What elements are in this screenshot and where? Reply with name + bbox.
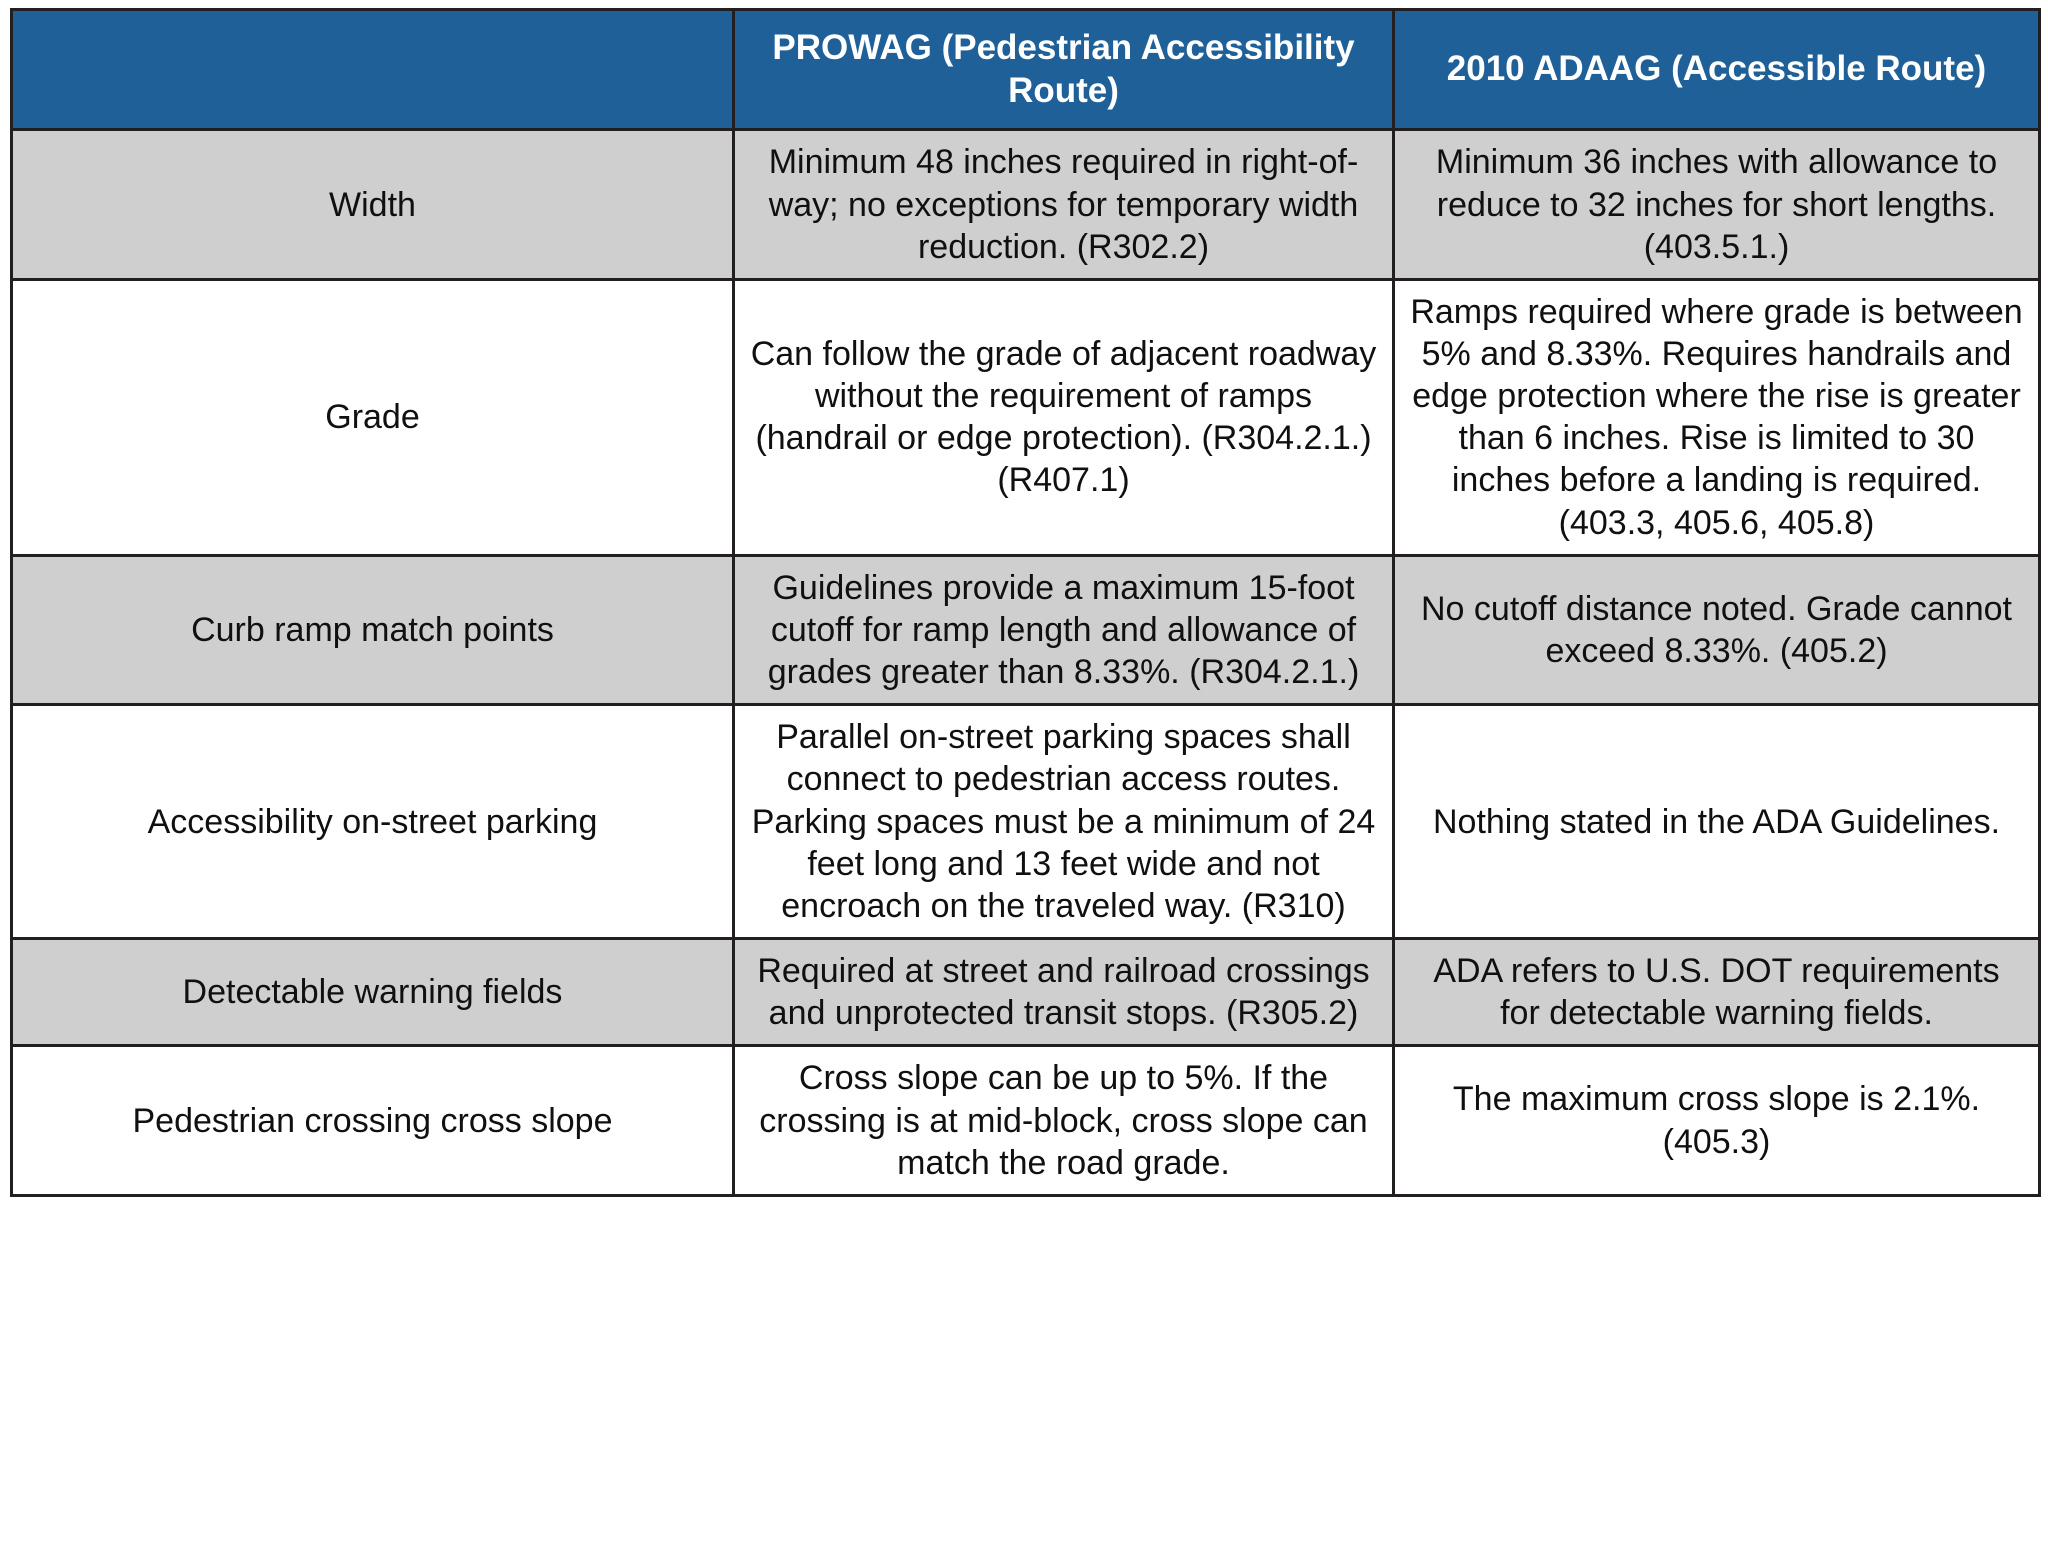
row-label-pedestrian-crossing-cross-slope: Pedestrian crossing cross slope xyxy=(12,1046,734,1195)
cell-adaag-pedestrian-crossing-cross-slope: The maximum cross slope is 2.1%. (405.3) xyxy=(1394,1046,2040,1195)
table-body xyxy=(12,130,2040,1195)
row-label-curb-ramp-match-points: Curb ramp match points xyxy=(12,555,734,704)
table-row xyxy=(12,130,2040,279)
row-label-grade: Grade xyxy=(12,279,734,555)
header-cell-adaag: 2010 ADAAG (Accessible Route) xyxy=(1394,10,2040,130)
table-row xyxy=(12,555,2040,704)
cell-prowag-accessibility-on-street-parking: Parallel on-street parking spaces shall connect to pedestrian access routes. Parking spaces must be a minimum of 24 feet long and 13 feet wide and not encroach on the traveled way. (R310) xyxy=(734,705,1394,939)
table-row xyxy=(12,705,2040,939)
cell-prowag-pedestrian-crossing-cross-slope: Cross slope can be up to 5%. If the crossing is at mid-block, cross slope can match the road grade. xyxy=(734,1046,1394,1195)
table-row xyxy=(12,1046,2040,1195)
table-row xyxy=(12,939,2040,1046)
cell-prowag-detectable-warning-fields: Required at street and railroad crossings and unprotected transit stops. (R305.2) xyxy=(734,939,1394,1046)
prowag-adaag-comparison-table xyxy=(10,8,2041,1197)
header-cell-corner xyxy=(12,10,734,130)
cell-adaag-detectable-warning-fields: ADA refers to U.S. DOT requirements for detectable warning fields. xyxy=(1394,939,2040,1046)
table-header xyxy=(12,10,2040,130)
table-row xyxy=(12,279,2040,555)
cell-adaag-accessibility-on-street-parking: Nothing stated in the ADA Guidelines. xyxy=(1394,705,2040,939)
cell-prowag-grade: Can follow the grade of adjacent roadway without the requirement of ramps (handrail or edge protection). (R304.2.1.) (R407.1) xyxy=(734,279,1394,555)
row-label-accessibility-on-street-parking: Accessibility on-street parking xyxy=(12,705,734,939)
table-header-row xyxy=(12,10,2040,130)
cell-adaag-width: Minimum 36 inches with allowance to reduce to 32 inches for short lengths. (403.5.1.) xyxy=(1394,130,2040,279)
cell-prowag-width: Minimum 48 inches required in right-of-way; no exceptions for temporary width reduction. (R302.2) xyxy=(734,130,1394,279)
cell-adaag-curb-ramp-match-points: No cutoff distance noted. Grade cannot exceed 8.33%. (405.2) xyxy=(1394,555,2040,704)
row-label-width: Width xyxy=(12,130,734,279)
cell-prowag-curb-ramp-match-points: Guidelines provide a maximum 15-foot cutoff for ramp length and allowance of grades greater than 8.33%. (R304.2.1.) xyxy=(734,555,1394,704)
header-cell-prowag: PROWAG (Pedestrian Accessibility Route) xyxy=(734,10,1394,130)
row-label-detectable-warning-fields: Detectable warning fields xyxy=(12,939,734,1046)
cell-adaag-grade: Ramps required where grade is between 5% and 8.33%. Requires handrails and edge protection where the rise is greater than 6 inches. Rise is limited to 30 inches before a landing is required. (403.3, 405.6, 405.8) xyxy=(1394,279,2040,555)
